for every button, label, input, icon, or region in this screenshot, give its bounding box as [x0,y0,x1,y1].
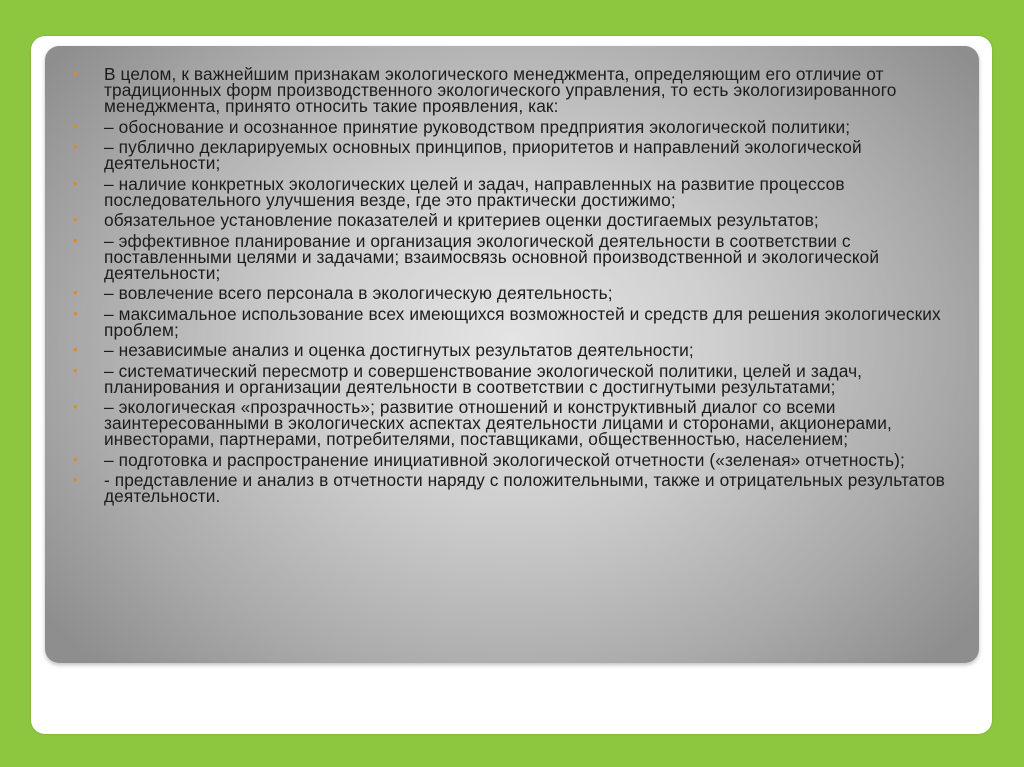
list-item [70,173,962,210]
bullet-icon: • [73,175,78,191]
list-item-text: – публично декларируемых основных принципов, приоритетов и направлений экологической деятельности; [104,137,862,173]
list-item-text: обязательное установление показателей и критериев оценки достигаемых результатов; [104,210,819,230]
list-item [70,285,962,301]
bullet-icon: • [73,399,78,414]
bullet-icon: • [73,212,78,227]
bullet-icon: • [73,342,78,357]
list-item [70,449,962,470]
list-item-text: – независимые анализ и оценка достигнутых результатов деятельности; [104,340,694,360]
bullet-icon: • [73,362,78,378]
bullet-icon: • [73,118,78,134]
list-item-text: – подготовка и распространение инициативной экологической отчетности («зеленая» отчетность); [104,449,905,470]
bullet-icon: • [73,451,78,467]
bullet-icon: • [73,139,78,154]
list-item [70,472,962,504]
list-item [70,139,962,171]
list-item [70,399,962,447]
list-item [70,360,962,397]
bullet-icon: • [73,285,78,300]
list-item [70,342,962,358]
list-item-text: – обоснование и осознанное принятие руководством предприятия экологической политики; [104,116,851,137]
list-item-text: – наличие конкретных экологических целей и задач, направленных на развитие процессов последовательного улучшения везде, где это практически достижимо; [104,173,845,210]
list-item [70,116,962,137]
bullet-icon: • [73,232,78,248]
list-item-text: В целом, к важнейшим признакам экологического менеджмента, определяющим его отличие от традиционных форм производственного экологического управления, то есть экологизированного менеджмента, принято относить такие проявления, как: [104,64,897,116]
list-item-text: – эффективное планирование и организация экологической деятельности в соответствии с поставленными целями и задачами; взаимосвязь основной производственной и экологической деятельности; [104,230,880,283]
list-item-text: – вовлечение всего персонала в экологическую деятельность; [104,283,613,303]
list-item [70,230,962,283]
list-item-text: - представление и анализ в отчетности наряду с положительными, также и отрицательных результатов деятельности. [104,470,945,506]
list-item-text: – экологическая «прозрачность»; развитие отношений и конструктивный диалог со всеми заинтересованными в экологических аспектах деятельности лицами и сторонами, акционерами, инвесторами, партнерами, потребителями, поставщиками, общественностью, населением; [104,397,892,449]
list-item-text: – систематический пересмотр и совершенствование экологической политики, целей и задач, планирования и организации деятельности в соответствии с достигнутыми результатами; [104,360,863,397]
bullet-icon: • [73,305,78,321]
bullet-list [70,66,962,509]
bullet-icon: • [73,472,78,487]
list-item [70,66,962,114]
list-item [70,212,962,228]
list-item-text: – максимальное использование всех имеющихся возможностей и средств для решения экологических проблем; [104,303,941,340]
bullet-icon: • [73,66,78,81]
list-item [70,303,962,340]
